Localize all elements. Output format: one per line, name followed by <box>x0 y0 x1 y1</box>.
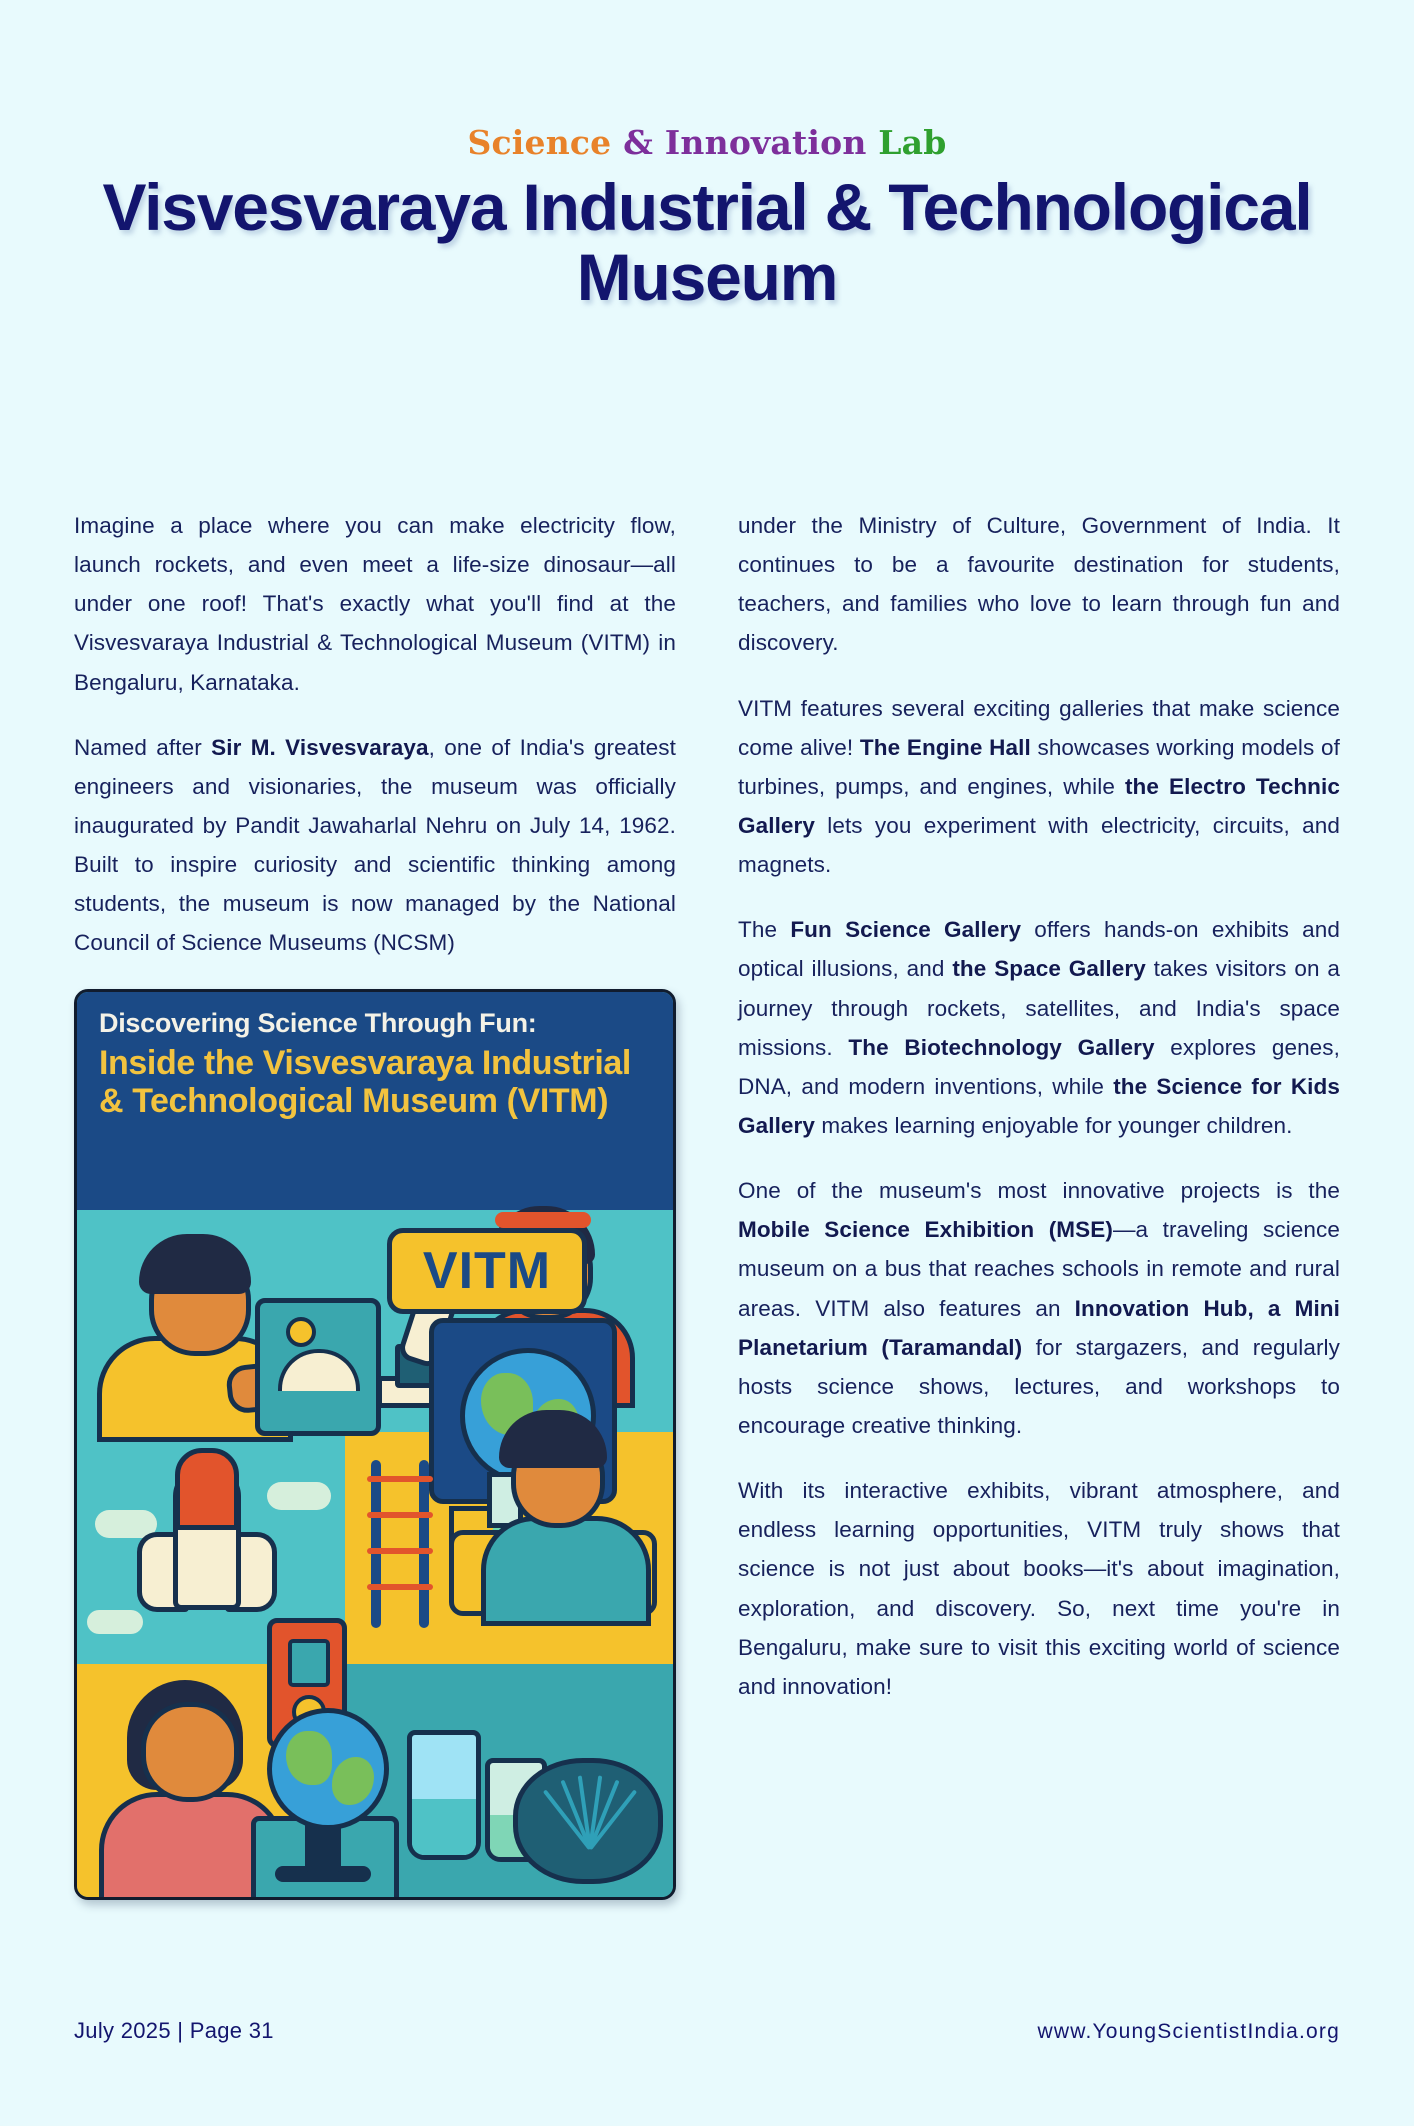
poster-kicker: Discovering Science Through Fun: <box>99 1007 537 1038</box>
paragraph-ministry: under the Ministry of Culture, Government of India. It continues to be a favourite destination for students, teachers, and families who love to learn through fun and discovery. <box>738 513 1340 656</box>
bold-space-gallery: the Space Gallery <box>952 956 1146 982</box>
text-run: , one of India's greatest engineers and visionaries, the museum was officially inaugurated by Pandit Jawaharlal Nehru on July 14, 1962. Built to inspire curiosity and scientific thinking among students, the museum is now managed by the National Council of Science Museums (NCSM) <box>74 734 677 956</box>
footer-website: www.YoungScientistIndia.org <box>1037 2020 1340 2043</box>
text-run: explores genes, DNA, and modern inventions, while <box>738 1034 1340 1099</box>
text-run: VITM features several exciting galleries that make science come alive! <box>738 695 1340 760</box>
text-run: —a traveling science museum on a bus that reaches schools in remote and rural areas. VITM also features an <box>738 1217 1340 1321</box>
desk-globe-icon <box>267 1708 389 1830</box>
control-panel-meter <box>255 1298 381 1436</box>
paragraph-named-after <box>74 728 676 963</box>
plasma-coil-icon <box>513 1758 663 1884</box>
text-run: for stargazers, and regularly hosts science shows, lectures, and workshops to encourage creative thinking. <box>738 1334 1340 1438</box>
child-pink-shirt-head <box>141 1702 239 1802</box>
headband-icon <box>495 1212 591 1228</box>
bold-mobile-science-exhibition: Mobile Science Exhibition (MSE) <box>738 1217 1113 1243</box>
rocket-stripe-icon <box>181 1510 223 1522</box>
paragraph-conclusion: With its interactive exhibits, vibrant atmosphere, and endless learning opportunities, VITM truly shows that science is not just about books—it's about imagination, exploration, and discovery. So, next time you're in Bengaluru, make sure to visit this exciting world of science and innovation! <box>738 1478 1340 1699</box>
text-run: offers hands-on exhibits and optical illusions, and <box>738 917 1340 982</box>
poster-title: Inside the Visvesvaraya Industrial & Technological Museum (VITM) <box>99 1044 631 1121</box>
paragraph-intro: Imagine a place where you can make electricity flow, launch rockets, and even meet a life-size dinosaur—all under one roof! That's exactly what you'll find at the Visvesvaraya Industrial & Technological Museum (VITM) in Bengaluru, Karnataka. <box>74 513 676 695</box>
paragraph-mse <box>738 1171 1340 1445</box>
bold-innovation-hub-planetarium: Innovation Hub, a Mini Planetarium (Taramandal) <box>738 1295 1340 1360</box>
magazine-page <box>0 123 1414 2126</box>
poster-artwork <box>77 1210 673 1897</box>
kicker-innovation: Innovation <box>664 123 867 162</box>
paragraph-galleries-2 <box>738 910 1340 1145</box>
left-column <box>74 506 676 1900</box>
text-run: Named after <box>74 734 212 760</box>
page-title: Visvesvaraya Industrial & Technological Museum <box>102 170 1312 314</box>
kicker-science: Science <box>467 123 612 162</box>
cloud-icon <box>267 1482 331 1510</box>
bold-science-for-kids-gallery: the Science for Kids Gallery <box>738 1073 1340 1138</box>
bold-fun-science-gallery: Fun Science Gallery <box>790 917 1022 943</box>
article-columns <box>74 506 1340 1900</box>
poster-vitm-badge: VITM <box>387 1228 587 1314</box>
child-blue-shirt-body <box>481 1516 651 1626</box>
text-run: makes learning enjoyable for younger children. <box>815 1112 1293 1138</box>
kicker-ampersand: & <box>623 123 654 162</box>
bold-engine-hall: The Engine Hall <box>859 734 1031 760</box>
cloud-icon <box>87 1610 143 1634</box>
bold-sir-m-visvesvaraya: Sir M. Visvesvaraya <box>211 734 429 760</box>
bold-electro-technic-gallery: the Electro Technic Gallery <box>738 773 1340 838</box>
poster-header <box>77 992 673 1210</box>
text-run: showcases working models of turbines, pumps, and engines, while <box>738 734 1340 799</box>
meter-dial-icon <box>278 1349 360 1391</box>
section-kicker <box>0 123 1414 162</box>
right-column <box>738 506 1340 1900</box>
text-run: One of the museum's most innovative projects is the <box>738 1178 1340 1204</box>
article-illustration <box>74 989 676 1900</box>
text-run: The <box>738 917 791 943</box>
beaker-icon <box>407 1730 481 1860</box>
kicker-lab: Lab <box>878 123 947 162</box>
bold-biotechnology-gallery: The Biotechnology Gallery <box>848 1034 1155 1060</box>
text-run: lets you experiment with electricity, circuits, and magnets. <box>738 812 1340 878</box>
page-footer <box>74 2018 1340 2044</box>
text-run: takes visitors on a journey through rockets, satellites, and India's space missions. <box>738 956 1341 1060</box>
footer-issue-page: July 2025 | Page 31 <box>74 2018 274 2043</box>
meter-indicator-icon <box>286 1317 316 1347</box>
dna-helix-icon <box>367 1460 433 1628</box>
paragraph-galleries-1 <box>738 689 1340 885</box>
